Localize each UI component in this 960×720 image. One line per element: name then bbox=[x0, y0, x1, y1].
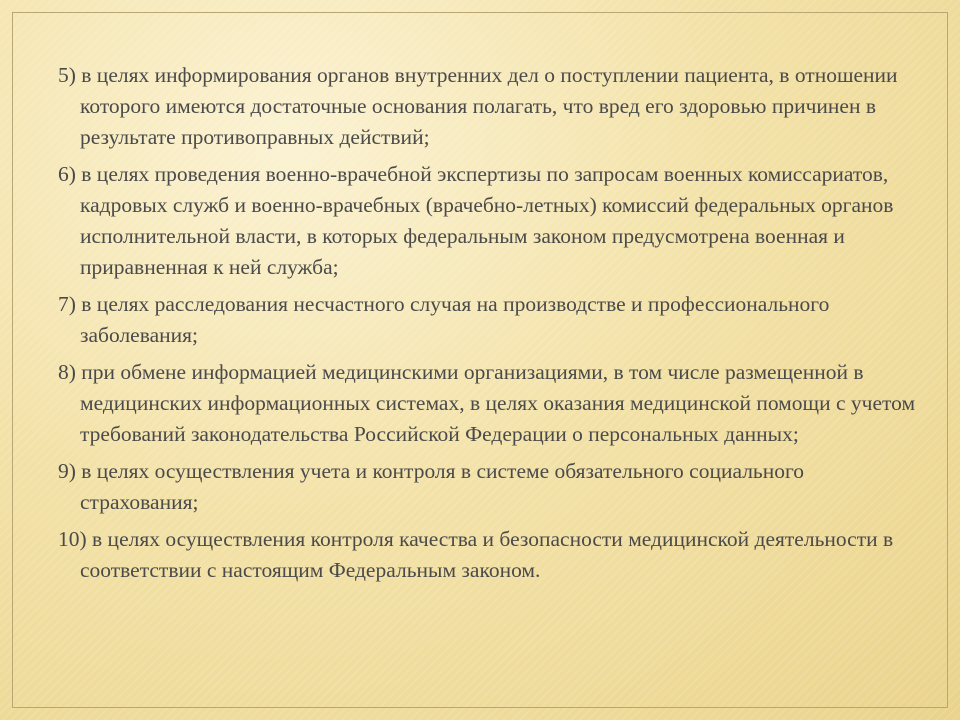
list-item: 10) в целях осуществления контроля качества и безопасности медицинской деятельности в соответствии с настоящим Федеральным законом. bbox=[58, 527, 894, 582]
list-item: 5) в целях информирования органов внутренних дел о поступлении пациента, в отношении которого имеются достаточные основания полагать, что вред его здоровью причинен в результате противоправных действий; bbox=[58, 63, 898, 149]
list-item: 6) в целях проведения военно-врачебной экспертизы по запросам военных комиссариатов, кадровых служб и военно-врачебных (врачебно-летных) комиссий федеральных органов исполнительной власти, в которых федеральным законом предусмотрена военная и приравненная к ней служба; bbox=[58, 162, 894, 279]
list-item: 8) при обмене информацией медицинскими организациями, в том числе размещенной в медицинских информационных системах, в целях оказания медицинской помощи с учетом требований законодательства Российской Федерации о персональных данных; bbox=[58, 360, 916, 446]
list-item: 9) в целях осуществления учета и контроля в системе обязательного социального страхования; bbox=[58, 459, 805, 514]
list-item: 7) в целях расследования несчастного случая на производстве и профессионального заболевания; bbox=[58, 292, 830, 347]
slide-text-body bbox=[58, 60, 918, 592]
